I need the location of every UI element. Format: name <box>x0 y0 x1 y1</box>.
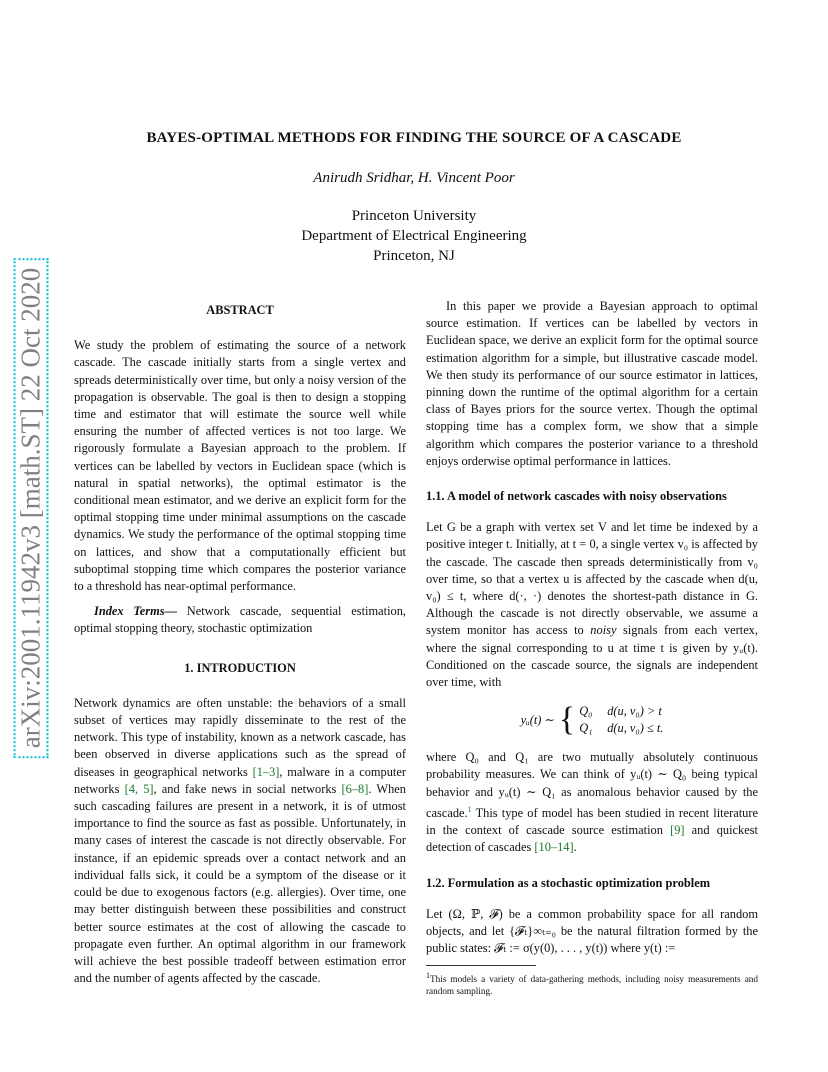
intro-paragraph-1 <box>74 695 406 987</box>
case-distribution: Q₀ <box>579 704 593 719</box>
abstract-heading: ABSTRACT <box>206 303 274 317</box>
equation-case <box>579 720 663 737</box>
abstract-body: We study the problem of estimating the source of a network cascade. The cascade initially starts from a single vertex and spreads deterministically over time, but only a noisy version of the propagation is observable. The goal is then to design a stopping time and estimator that will estimate the source well while ensuring the number of affected vertices is not too large. We rigorously formulate a Bayesian approach to the problem. If vertices can be labelled by vectors in Euclidean space (which is natural in spatial networks), the optimal estimator is the conditional mean estimator, and we derive an explicit form for the optimal stopping time under minimal assumptions on the cascade dynamics. We study the performance of the optimal stopping time on lattices, and show that a computationally efficient but suboptimal stopping time which compares the posterior variance to a threshold has near-optimal performance. <box>74 338 406 594</box>
affiliation-university: Princeton University <box>351 208 477 224</box>
paper-title: BAYES-OPTIMAL METHODS FOR FINDING THE SOURCE OF A CASCADE <box>146 130 682 146</box>
case-distribution: Q₁ <box>579 721 593 736</box>
arxiv-sidebar <box>8 248 54 768</box>
paper-authors: Anirudh Sridhar, H. Vincent Poor <box>313 170 515 186</box>
arxiv-identifier[interactable]: arXiv:2001.11942v3 [math.ST] 22 Oct 2020 <box>14 258 49 758</box>
subsection-1-2-heading: 1.2. Formulation as a stochastic optimization problem <box>426 875 711 890</box>
footnote-text: This models a variety of data-gathering methods, including noisy measurements and random sampling. <box>426 974 758 997</box>
index-terms-label: Index Terms— <box>94 604 177 619</box>
equation-cases <box>579 703 663 737</box>
citation-link[interactable]: [9] <box>670 823 685 838</box>
citation-link[interactable]: [10–14] <box>534 840 574 855</box>
left-column <box>74 298 406 995</box>
affiliation <box>0 206 828 266</box>
case-condition: d(u, v₀) ≤ t. <box>607 721 664 736</box>
model-paragraph-2 <box>426 749 758 856</box>
equation-case <box>579 703 663 720</box>
model-text: Let G be a graph with vertex set V and let time be indexed by a positive integer t. Initially, at t = 0, a single vertex v₀ is affected by the cascade. The cascade then spreads deterministically from v₀ over time, so that a vertex u is affected by the cascade when d(u, v₀) ≤ t, where d(·, ·) denotes the shortest-path distance in G. Although the cascade is not directly observable, we assume a system monitor has access to <box>426 520 758 638</box>
intro-paragraph-2: In this paper we provide a Bayesian approach to optimal source estimation. If vertices can be labelled by vectors in Euclidean space, we derive an explicit form for the optimal source estimation algorithm for a simple, but illustrative cascade model. We then study its performance of our source estimator in lattices, pinning down the runtime of the optimal algorithm for a certain class of Bayes priors for the source vertex. Though the optimal stopping time has a complex form, we show that a simple algorithm which compares the posterior variance to a threshold enjoys orderwise optimal performance in lattices. <box>426 299 758 468</box>
citation-link[interactable]: [4, 5] <box>124 781 154 796</box>
model-text: This type of model has been studied in recent literature in the context of cascade source estimation <box>426 806 758 838</box>
signal-equation <box>426 703 758 737</box>
intro-text: Network dynamics are often unstable: the behaviors of a small subset of vertices may rapidly disseminate to the rest of the network. This type of instability, known as a network cascade, has been observed in diverse applications such as the spread of diseases in geographical networks <box>74 695 406 779</box>
intro-text: . When such cascading failures are present in a network, it is of utmost importance to find the source as fast as possible. Unfortunately, in many cases of interest the cascade is not directly observable. For instance, if an epidemic spreads over a contact network and an individual falls sick, it could be a symptom of the disease or it could be due to exogenous factors (e.g. allergies). Over time, one may better distinguish between these possibilities and construct better source estimates at the cost of allowing the cascade to propagate even further. An optimal algorithm in our framework will achieve the best possible tradeoff between estimation error and the number of agents affected by the cascade. <box>74 781 406 986</box>
model-text: . <box>573 840 577 855</box>
footnote-link[interactable]: 1 <box>467 804 472 814</box>
right-column <box>426 298 758 997</box>
affiliation-location: Princeton, NJ <box>373 248 455 264</box>
footnote-divider <box>426 965 536 966</box>
subsection-1-1-heading: 1.1. A model of network cascades with noisy observations <box>426 489 727 504</box>
model-paragraph-1 <box>426 519 758 691</box>
index-terms <box>74 603 406 637</box>
intro-text: , and fake news in social networks <box>153 781 342 796</box>
formulation-paragraph: Let (Ω, ℙ, 𝓕) be a common probability space for all random objects, and let {𝓕ₜ}∞ₜ₌₀ be the natural filtration formed by the public states: 𝓕ₜ := σ(y(0), . . . , y(t)) where y(t) := <box>426 906 758 956</box>
case-condition: d(u, v₀) > t <box>607 704 662 719</box>
model-text: signals from each vertex, where the signal corresponding to u at time t is given by yᵤ(t). Conditioned on the cascade source, the signals are independent over time, with <box>426 623 758 690</box>
introduction-heading: 1. INTRODUCTION <box>184 660 296 675</box>
model-text: where Q₀ and Q₁ are two mutually absolutely continuous probability measures. We can think of yᵤ(t) ∼ Q₀ being typical behavior and yᵤ(t) ∼ Q₁ as anomalous behavior caused by the cascade. <box>426 750 758 820</box>
footnote-mark: 1 <box>426 971 430 981</box>
model-text: and quickest detection of cascades <box>426 823 758 855</box>
equation-lhs: yᵤ(t) ∼ <box>520 712 555 727</box>
index-terms-text: Network cascade, sequential estimation, optimal stopping theory, stochastic optimization <box>74 604 406 636</box>
citation-link[interactable]: [6–8] <box>341 781 369 796</box>
citation-link[interactable]: [1–3] <box>252 764 280 779</box>
emphasis-noisy: noisy <box>590 623 617 638</box>
affiliation-department: Department of Electrical Engineering <box>301 228 527 244</box>
equation-brace: { <box>558 701 576 739</box>
intro-text: , malware in a computer networks <box>74 764 406 796</box>
footnote <box>426 970 758 997</box>
